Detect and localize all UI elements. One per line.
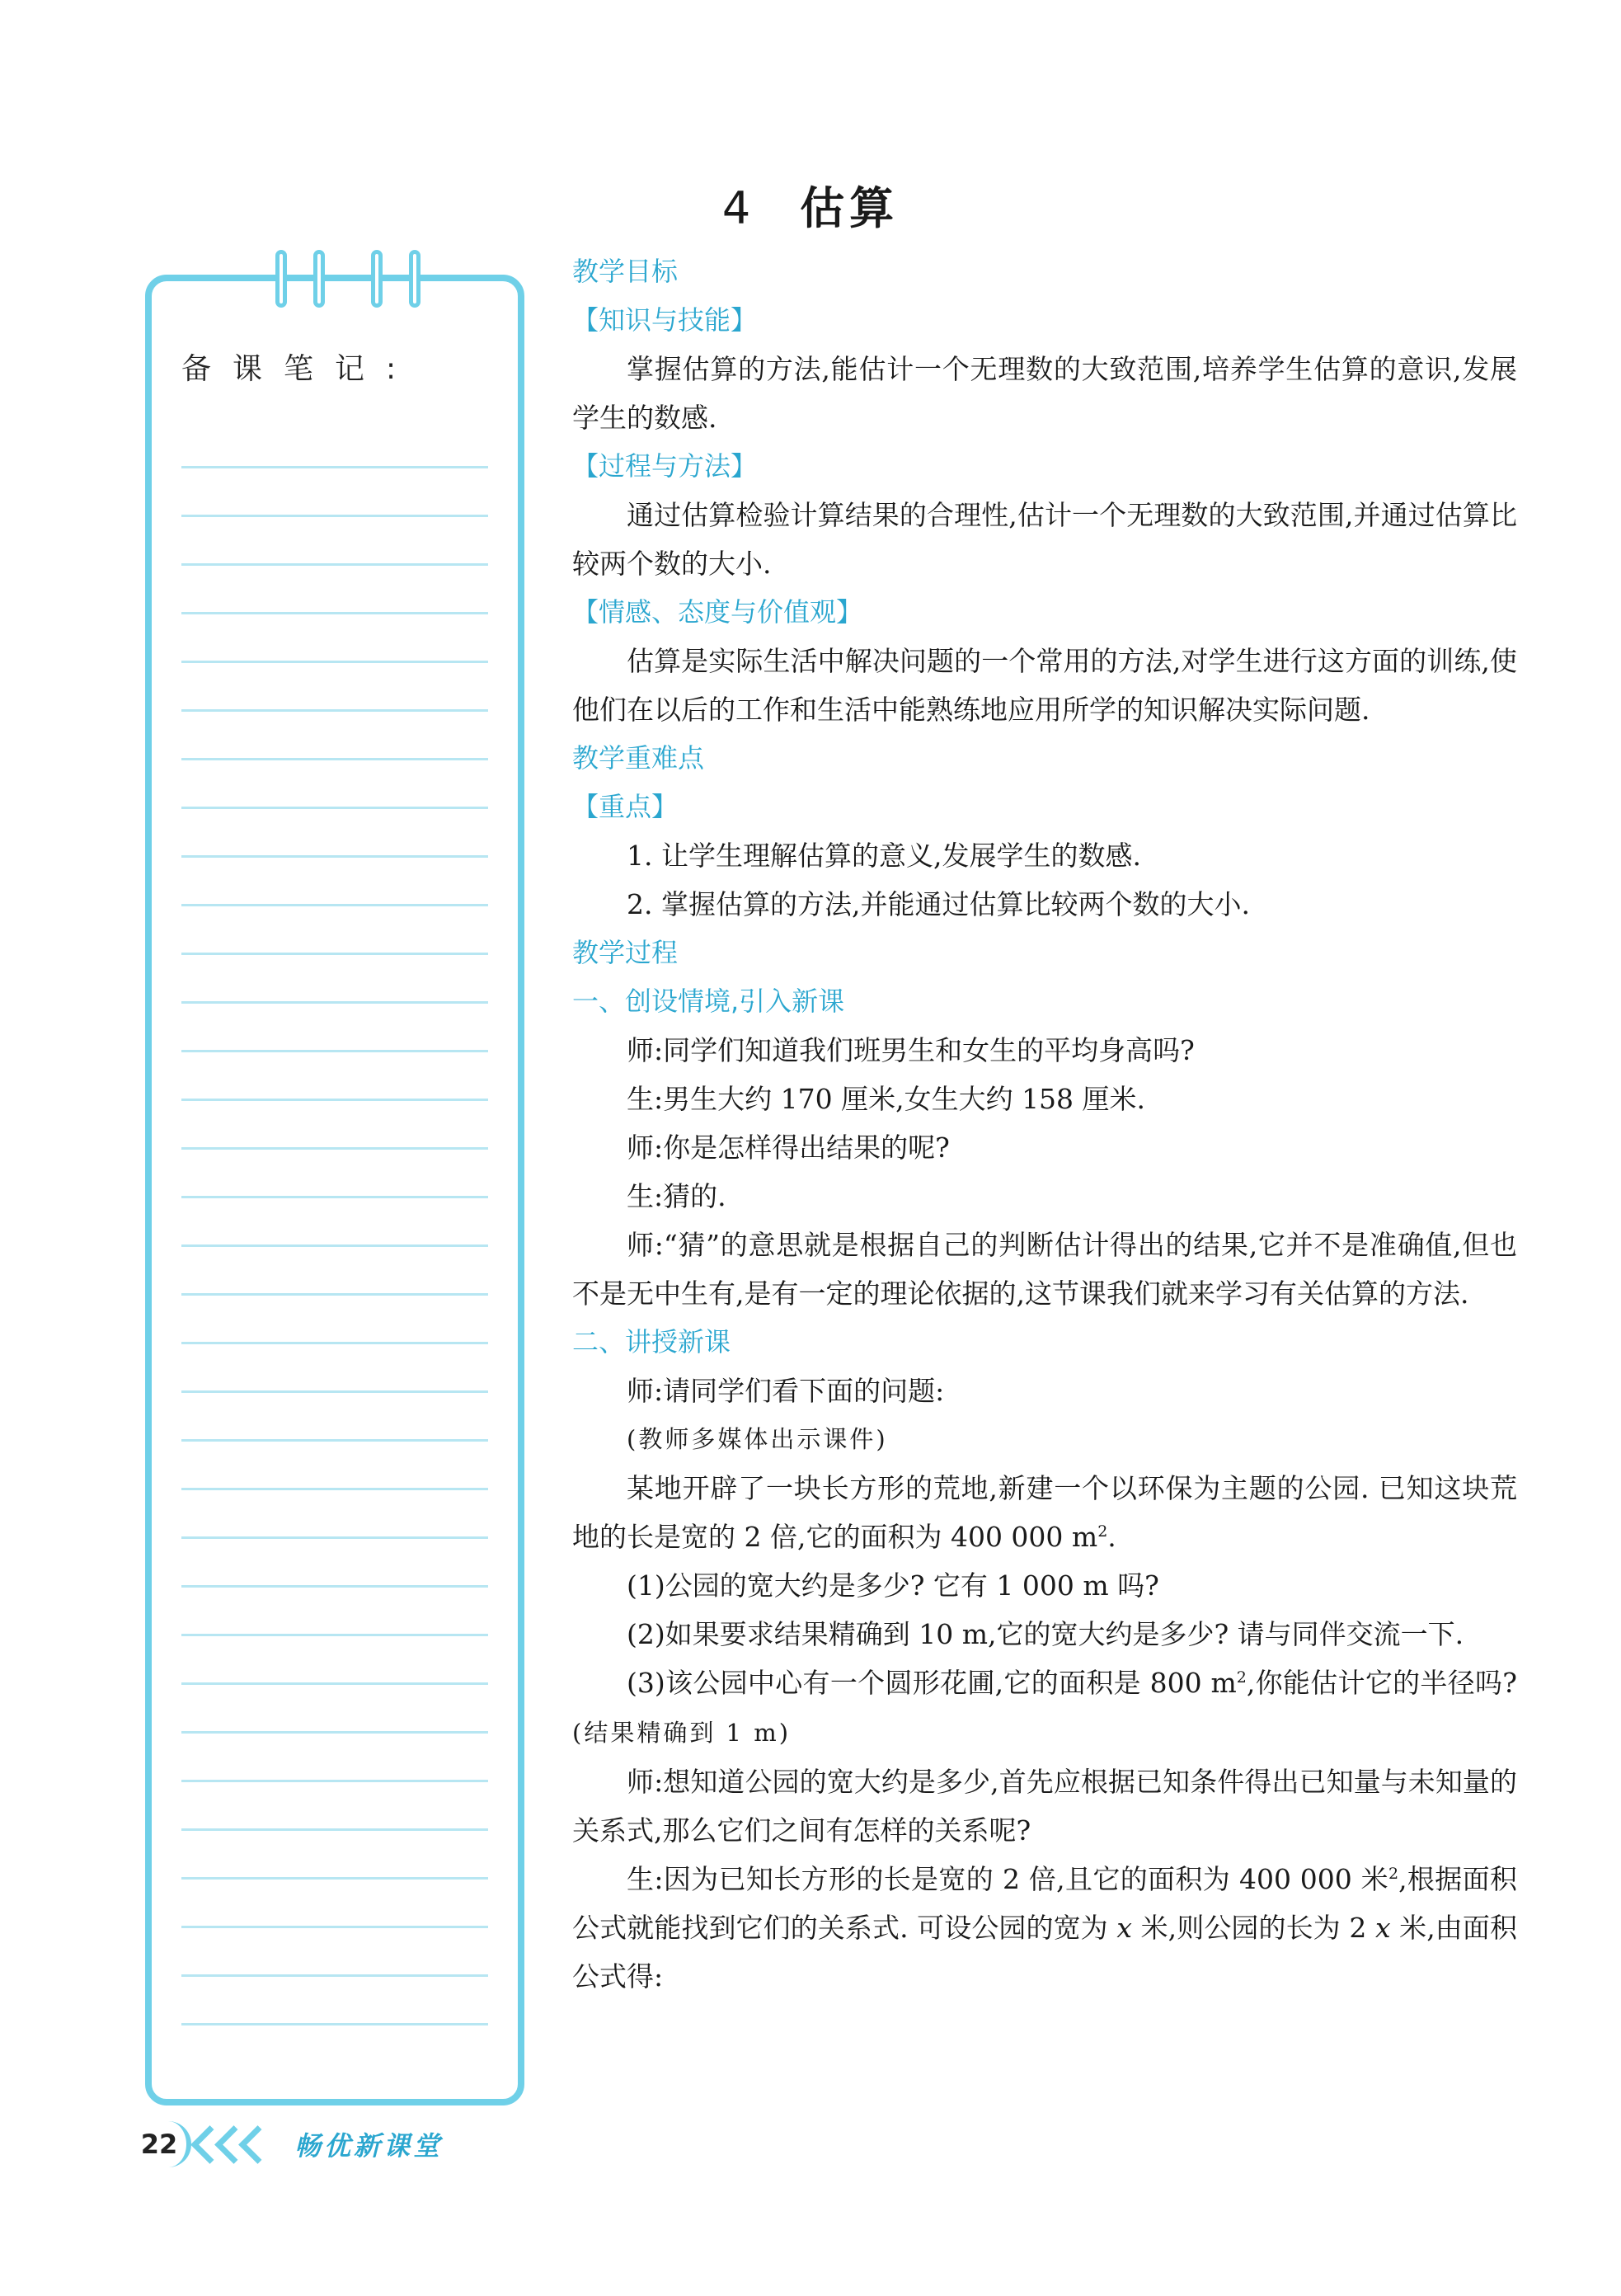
paragraph-emotion: 估算是实际生活中解决问题的一个常用的方法,对学生进行这方面的训练,使他们在以后的工作和生活中能熟练地应用所学的知识解决实际问题. — [572, 645, 1517, 726]
section-number: 4 — [721, 182, 756, 234]
notes-label: 备课笔记: — [181, 352, 418, 386]
question-2: (2)如果要求结果精确到 10 m,它的宽大约是多少? 请与同伴交流一下. — [627, 1618, 1464, 1650]
paragraph-process-method: 通过估算检验计算结果的合理性,估计一个无理数的大致范围,并通过估算比较两个数的大小. — [572, 499, 1517, 580]
problem-statement — [572, 1464, 1517, 1561]
superscript: 2 — [1097, 1522, 1108, 1541]
focus-item: 1. 让学生理解估算的意义,发展学生的数感. — [627, 840, 1141, 872]
heading-part-two: 二、讲授新课 — [572, 1326, 731, 1357]
page-title — [0, 173, 1621, 237]
student-text: ,根据面积公式就能找到它们的关系式. 可设公园的宽为 — [572, 1863, 1517, 1944]
binder-ring-icon — [313, 250, 325, 308]
variable-x: x — [1116, 1912, 1132, 1944]
section-title: 估算 — [800, 182, 900, 234]
teacher-explanation: 师:想知道公园的宽大约是多少,首先应根据已知条件得出已知量与未知量的关系式,那么它们之间有怎样的关系呢? — [572, 1766, 1517, 1847]
focus-item: 2. 掌握估算的方法,并能通过估算比较两个数的大小. — [627, 888, 1250, 920]
dialog-line: 师:你是怎样得出结果的呢? — [627, 1132, 950, 1164]
student-text: 米,由面积公式得: — [572, 1912, 1517, 1993]
dialog-line: 生:男生大约 170 厘米,女生大约 158 厘米. — [627, 1083, 1146, 1115]
question-3-note: (结果精确到 1 m) — [572, 1719, 792, 1747]
heading-knowledge: 【知识与技能】 — [572, 304, 758, 336]
problem-text: 某地开辟了一块长方形的荒地,新建一个以环保为主题的公园. 已知这块荒地的长是宽的 2 倍,它的面积为 400 000 m — [572, 1472, 1517, 1553]
heading-goals: 教学目标 — [572, 256, 679, 287]
dialog-line: 生:猜的. — [627, 1180, 726, 1212]
heading-teaching-process: 教学过程 — [572, 937, 679, 968]
binder-ring-icon — [275, 250, 287, 308]
dialog-line: 师:同学们知道我们班男生和女生的平均身高吗? — [627, 1034, 1195, 1066]
lesson-content — [572, 247, 1517, 2001]
punctuation: . — [1107, 1521, 1116, 1553]
heading-emotion: 【情感、态度与价值观】 — [572, 596, 863, 628]
question-3 — [572, 1658, 1517, 1757]
student-answer — [572, 1855, 1517, 2001]
paragraph-knowledge: 掌握估算的方法,能估计一个无理数的大致范围,培养学生估算的意识,发展学生的数感. — [572, 353, 1517, 434]
heading-part-one: 一、创设情境,引入新课 — [572, 986, 845, 1017]
superscript: 2 — [1388, 1865, 1399, 1883]
page-footer — [132, 2120, 443, 2169]
page-number: 22 — [132, 2121, 191, 2167]
student-text: 生:因为已知长方形的长是宽的 2 倍,且它的面积为 400 000 米 — [627, 1863, 1388, 1895]
question-1: (1)公园的宽大约是多少? 它有 1 000 m 吗? — [627, 1569, 1159, 1602]
notes-sidebar — [145, 275, 524, 2105]
dialog-line: 师:“猜”的意思就是根据自己的判断估计得出的结果,它并不是准确值,但也不是无中生有,是有一定的理论依据的,这节课我们就来学习有关估算的方法. — [572, 1229, 1517, 1310]
heading-focus: 【重点】 — [572, 791, 679, 822]
heading-process-method: 【过程与方法】 — [572, 450, 758, 482]
binder-ring-icon — [409, 250, 421, 308]
brand-name: 畅优新课堂 — [294, 2130, 444, 2162]
notes-ruled-lines[interactable] — [181, 420, 488, 2049]
variable-x: x — [1374, 1912, 1391, 1944]
chevron-left-icon — [196, 2131, 268, 2158]
superscript: 2 — [1236, 1668, 1247, 1687]
student-text: 米,则公园的长为 2 — [1131, 1912, 1375, 1944]
binder-ring-icon — [371, 250, 383, 308]
question-3-text: ,你能估计它的半径吗? — [1246, 1667, 1517, 1699]
teacher-prompt: 师:请同学们看下面的问题: — [627, 1375, 945, 1407]
media-note: (教师多媒体出示课件) — [627, 1425, 888, 1453]
question-3-text: (3)该公园中心有一个圆形花圃,它的面积是 800 m — [627, 1667, 1237, 1699]
heading-key-points: 教学重难点 — [572, 742, 705, 774]
